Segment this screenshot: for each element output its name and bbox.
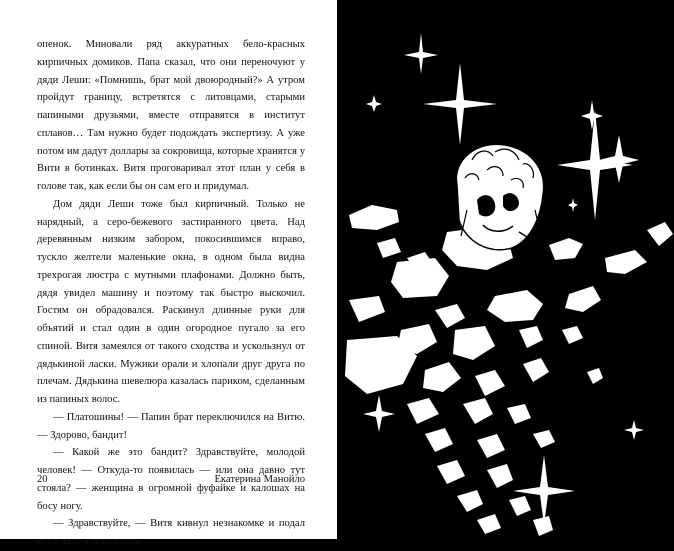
paragraph-4: — Какой же это бандит? Здравствуйте, молодой человек! — Откуда-то появилась — или она давно тут стояла? — женщина в огромной фуфайке и калошах на босу ногу. <box>37 447 305 512</box>
page-number: 20 <box>37 474 48 485</box>
paragraph-1: опенок. Миновали ряд аккуратных бело-красных кирпичных домиков. Папа сказал, что они переночуют у дяди Леши: «Помнишь, брат мой двоюродный?» А утром пройдут границу, встретятся с литовцами, старыми папиными друзьями, вместе отправятся в институт сплавов… Там нужно будет подождать экспертизу. А уже потом им дадут доллары за сокровища, которые хранятся у Вити в ботинках. Витя проговаривал этот план у себя в голове так, как если бы он сам его и придумал. <box>37 39 305 192</box>
right-page <box>337 0 674 539</box>
paragraph-3: — Платошины! — Папин брат переключился на Витю. — Здорово, бандит! <box>37 411 305 441</box>
running-footer-author: Екатерина Манойло <box>214 474 305 485</box>
paragraph-2: Дом дяди Леши тоже был кирпичный. Только не нарядный, а серо-бежевого застиранного цвета. Над деревянным низким забором, покосившимся вправо, тускло желтели маленькие окна, в одном была видна трехрогая люстра с мутными плафонами. Должно быть, дядя увидел машину и поэтому так быстро выскочил. Гостям он обрадовался. Раскинул длинные руки для объятий и стал один в один огородное пугало за его спиной. Витя замеялся от такого сходства и ускользнул от дядькиной ласки. Мужики орали и хлопали друг друга по плечам. Дядькина шевелюра казалась париком, сделанным из папиных волос. <box>37 198 305 405</box>
paragraph-5: — Здравствуйте, — Витя кивнул незнакомке и подал руку дяде для пожатия. <box>37 518 305 547</box>
left-page <box>0 0 337 547</box>
illustration <box>337 0 674 539</box>
